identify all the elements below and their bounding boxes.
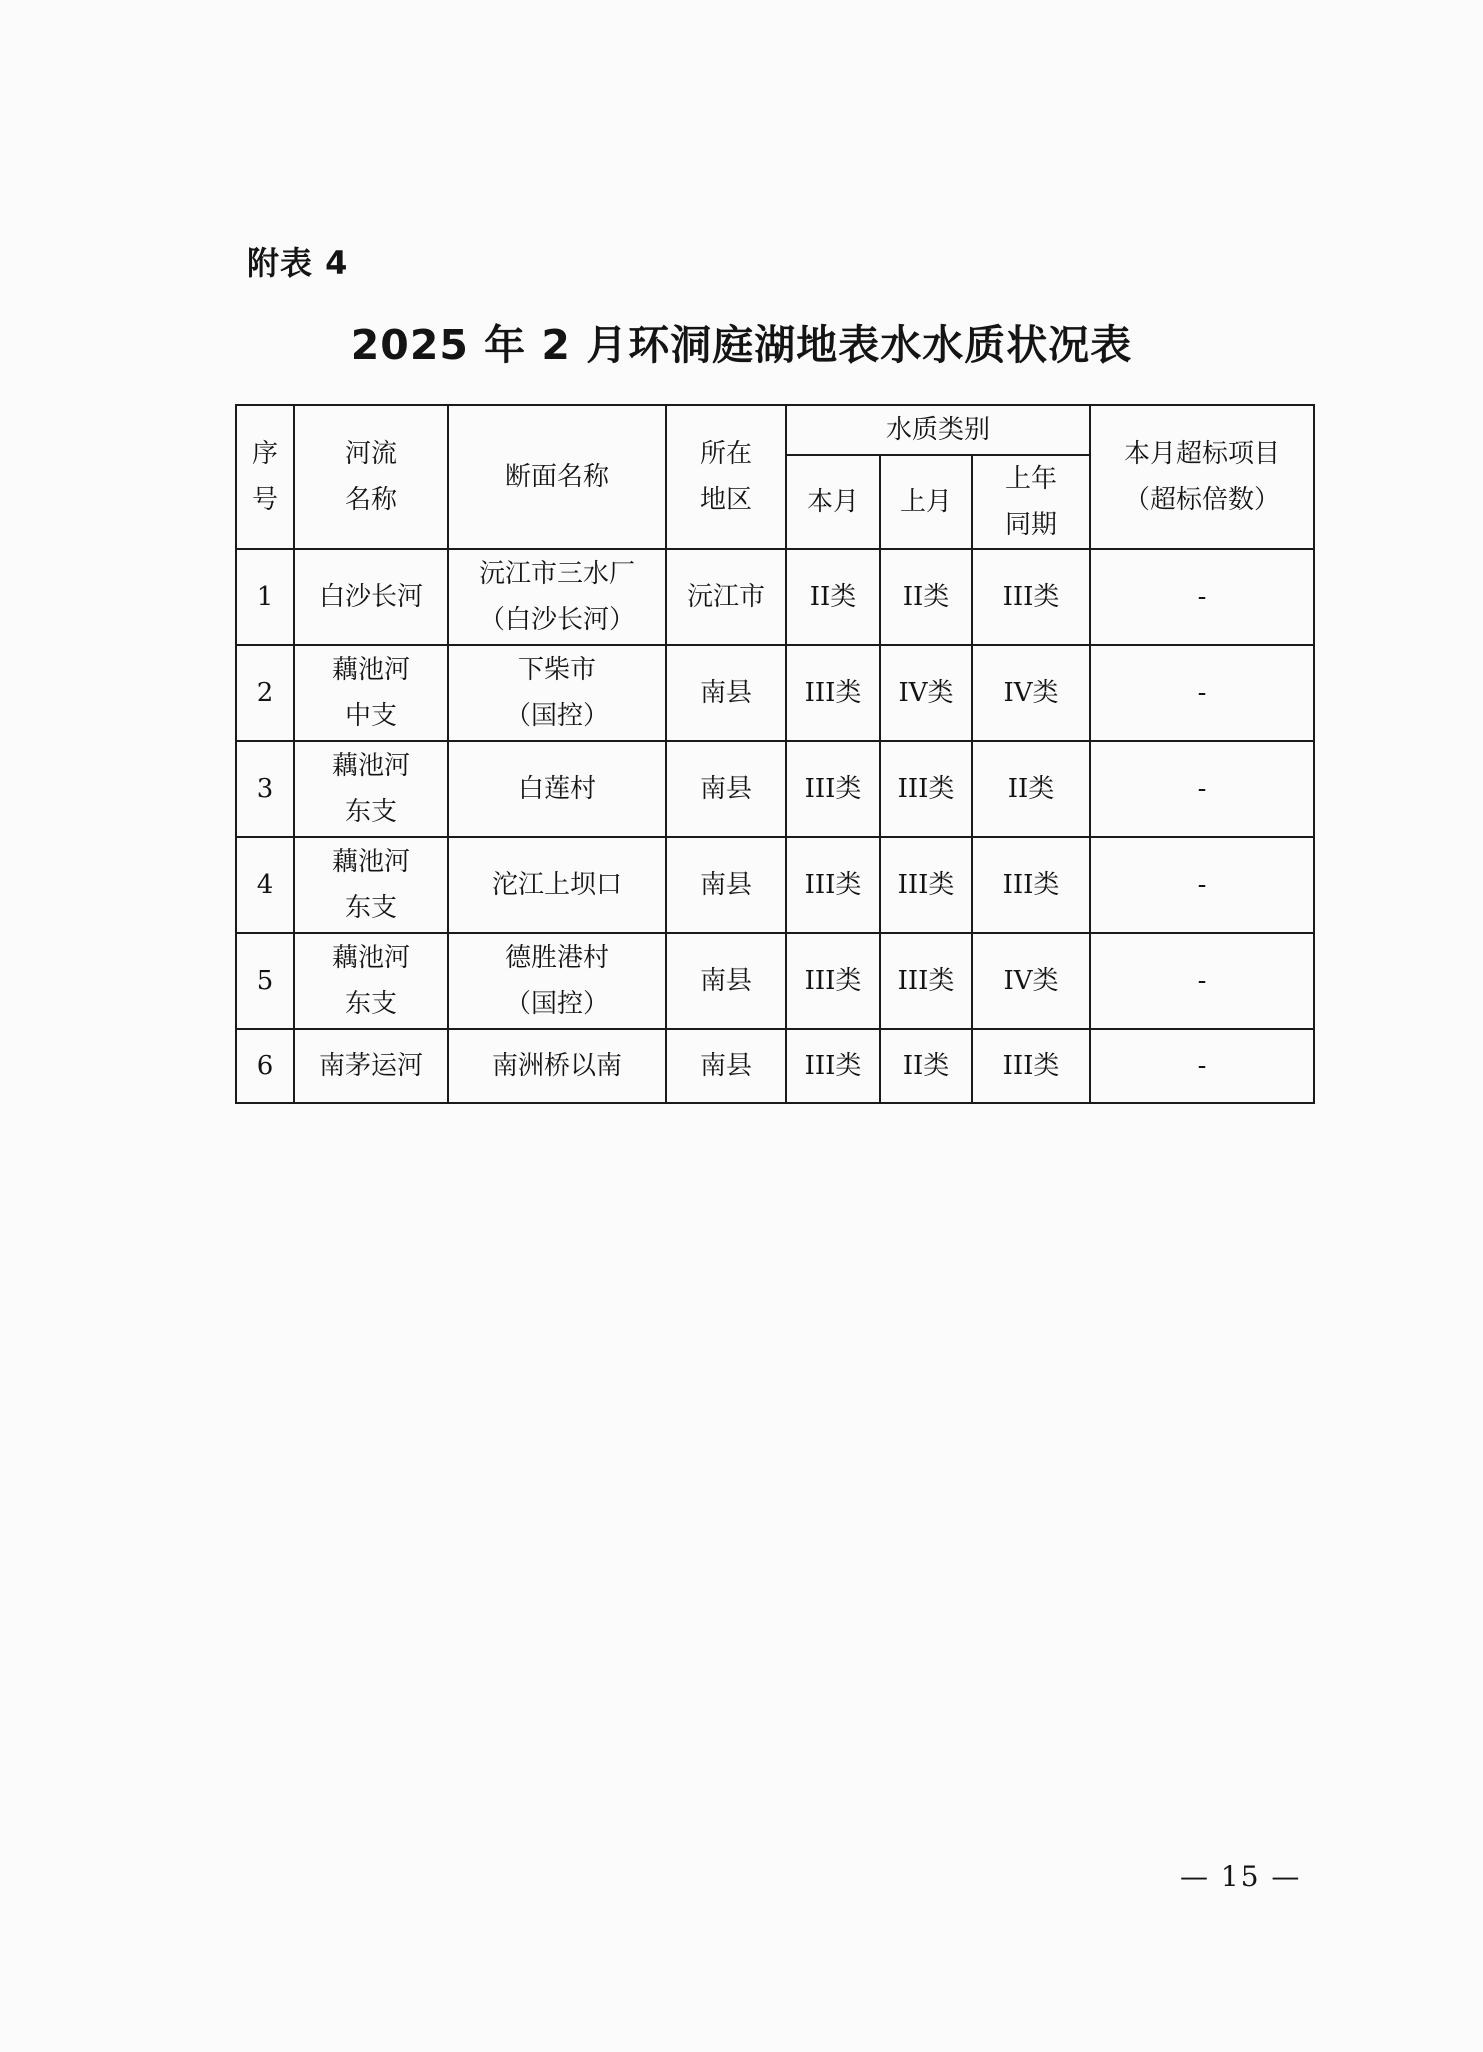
table-row — [236, 933, 1314, 1029]
cell-seq: 2 — [236, 645, 294, 741]
cell-seq: 1 — [236, 549, 294, 645]
cell-exceed: - — [1090, 837, 1314, 933]
cell-exceed: - — [1090, 645, 1314, 741]
cell-exceed: - — [1090, 1029, 1314, 1103]
cell-river: 藕池河 东支 — [294, 933, 448, 1029]
cell-last-year: III类 — [972, 549, 1090, 645]
water-quality-table — [235, 404, 1315, 1104]
cell-last-year: III类 — [972, 837, 1090, 933]
header-region: 所在 地区 — [666, 405, 786, 549]
cell-last-month: IV类 — [880, 645, 972, 741]
table-row — [236, 549, 1314, 645]
document-title: 2025 年 2 月环洞庭湖地表水水质状况表 — [350, 321, 1133, 369]
cell-seq: 4 — [236, 837, 294, 933]
header-last-year: 上年 同期 — [972, 455, 1090, 549]
cell-region: 沅江市 — [666, 549, 786, 645]
cell-exceed: - — [1090, 933, 1314, 1029]
cell-last-year: III类 — [972, 1029, 1090, 1103]
cell-this-month: III类 — [786, 741, 880, 837]
cell-this-month: III类 — [786, 1029, 880, 1103]
cell-region: 南县 — [666, 741, 786, 837]
cell-last-year: IV类 — [972, 645, 1090, 741]
cell-last-month: III类 — [880, 933, 972, 1029]
cell-section: 沅江市三水厂 （白沙长河） — [448, 549, 666, 645]
cell-last-year: II类 — [972, 741, 1090, 837]
cell-region: 南县 — [666, 933, 786, 1029]
page-number: — 15 — — [1180, 1860, 1302, 1893]
table-row — [236, 837, 1314, 933]
cell-section: 德胜港村 （国控） — [448, 933, 666, 1029]
cell-this-month: III类 — [786, 645, 880, 741]
cell-section: 南洲桥以南 — [448, 1029, 666, 1103]
cell-last-month: II类 — [880, 549, 972, 645]
cell-last-month: II类 — [880, 1029, 972, 1103]
header-this-month: 本月 — [786, 455, 880, 549]
table-row — [236, 645, 1314, 741]
cell-region: 南县 — [666, 1029, 786, 1103]
cell-region: 南县 — [666, 837, 786, 933]
cell-exceed: - — [1090, 549, 1314, 645]
cell-this-month: III类 — [786, 933, 880, 1029]
cell-section: 白莲村 — [448, 741, 666, 837]
cell-region: 南县 — [666, 645, 786, 741]
cell-exceed: - — [1090, 741, 1314, 837]
header-river: 河流 名称 — [294, 405, 448, 549]
header-row — [236, 405, 1314, 455]
header-quality-group: 水质类别 — [786, 405, 1090, 455]
cell-last-year: IV类 — [972, 933, 1090, 1029]
cell-river: 藕池河 中支 — [294, 645, 448, 741]
header-seq: 序 号 — [236, 405, 294, 549]
cell-river: 白沙长河 — [294, 549, 448, 645]
cell-seq: 5 — [236, 933, 294, 1029]
cell-last-month: III类 — [880, 837, 972, 933]
cell-seq: 6 — [236, 1029, 294, 1103]
cell-seq: 3 — [236, 741, 294, 837]
cell-this-month: III类 — [786, 837, 880, 933]
table-row — [236, 1029, 1314, 1103]
cell-last-month: III类 — [880, 741, 972, 837]
cell-river: 藕池河 东支 — [294, 741, 448, 837]
cell-river: 藕池河 东支 — [294, 837, 448, 933]
header-section: 断面名称 — [448, 405, 666, 549]
cell-river: 南茅运河 — [294, 1029, 448, 1103]
table-row — [236, 741, 1314, 837]
appendix-label: 附表 4 — [247, 244, 349, 282]
cell-section: 下柴市 （国控） — [448, 645, 666, 741]
cell-this-month: II类 — [786, 549, 880, 645]
header-exceed: 本月超标项目 （超标倍数） — [1090, 405, 1314, 549]
header-last-month: 上月 — [880, 455, 972, 549]
cell-section: 沱江上坝口 — [448, 837, 666, 933]
